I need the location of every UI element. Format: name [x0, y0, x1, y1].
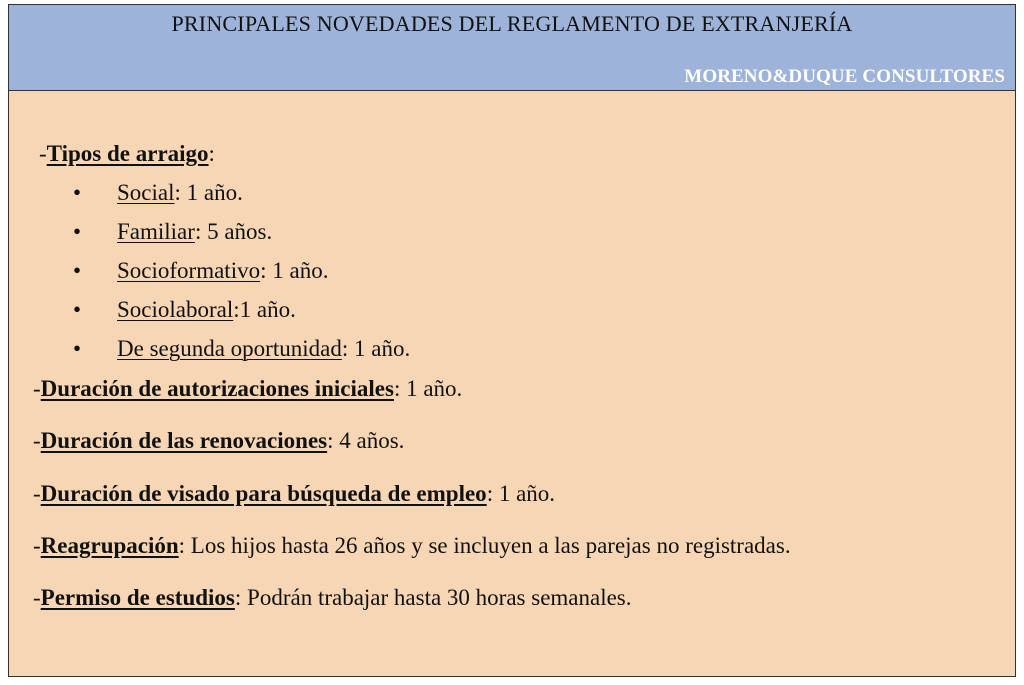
arraigo-label: Tipos de arraigo [46, 141, 209, 166]
section-renovaciones [33, 428, 404, 454]
section-prefix: - [33, 533, 41, 558]
list-item [73, 297, 296, 323]
content-area [9, 91, 1015, 676]
bullet-icon: • [73, 336, 82, 361]
section-label: Duración de visado para búsqueda de empleo [40, 481, 487, 506]
section-value: : Los hijos hasta 26 años y se incluyen a las parejas no registradas. [178, 533, 791, 558]
list-item [73, 258, 328, 284]
arraigo-heading [39, 141, 215, 167]
arraigo-prefix: - [39, 141, 47, 166]
bullet-icon: • [73, 219, 82, 244]
list-item [73, 180, 243, 206]
bullet-icon: • [73, 297, 82, 322]
section-reagrupacion [33, 533, 791, 559]
section-value: : 1 año. [486, 481, 556, 506]
item-label: Social [117, 180, 175, 205]
arraigo-suffix: : [208, 141, 215, 166]
section-estudios [33, 585, 632, 611]
section-value: : 1 año. [393, 376, 463, 401]
item-label: De segunda oportunidad [117, 336, 342, 361]
section-prefix: - [33, 585, 41, 610]
company-name: MORENO&DUQUE CONSULTORES [684, 66, 1005, 87]
bullet-icon: • [73, 258, 82, 283]
header-banner [9, 5, 1015, 91]
section-label: Duración de las renovaciones [40, 428, 328, 453]
section-value: : Podrán trabajar hasta 30 horas semanales. [234, 585, 632, 610]
section-label: Duración de autorizaciones iniciales [40, 376, 394, 401]
item-label: Familiar [117, 219, 195, 244]
item-label: Socioformativo [117, 258, 261, 283]
item-value: : 1 año. [260, 258, 329, 283]
section-prefix: - [33, 376, 41, 401]
section-label: Reagrupación [40, 533, 179, 558]
section-value: : 4 años. [327, 428, 405, 453]
page-title: PRINCIPALES NOVEDADES DEL REGLAMENTO DE EXTRANJERÍA [171, 11, 853, 36]
item-value: : 5 años. [194, 219, 273, 244]
bullet-icon: • [73, 180, 82, 205]
list-item [73, 219, 272, 245]
list-item [73, 336, 410, 362]
section-prefix: - [33, 428, 41, 453]
section-visado [33, 481, 555, 507]
item-value: :1 año. [233, 297, 296, 322]
document-page [8, 4, 1016, 677]
item-value: : 1 año. [174, 180, 243, 205]
item-value: : 1 año. [341, 336, 411, 361]
section-autorizaciones [33, 376, 462, 402]
section-label: Permiso de estudios [40, 585, 235, 610]
item-label: Sociolaboral [117, 297, 234, 322]
section-prefix: - [33, 481, 41, 506]
